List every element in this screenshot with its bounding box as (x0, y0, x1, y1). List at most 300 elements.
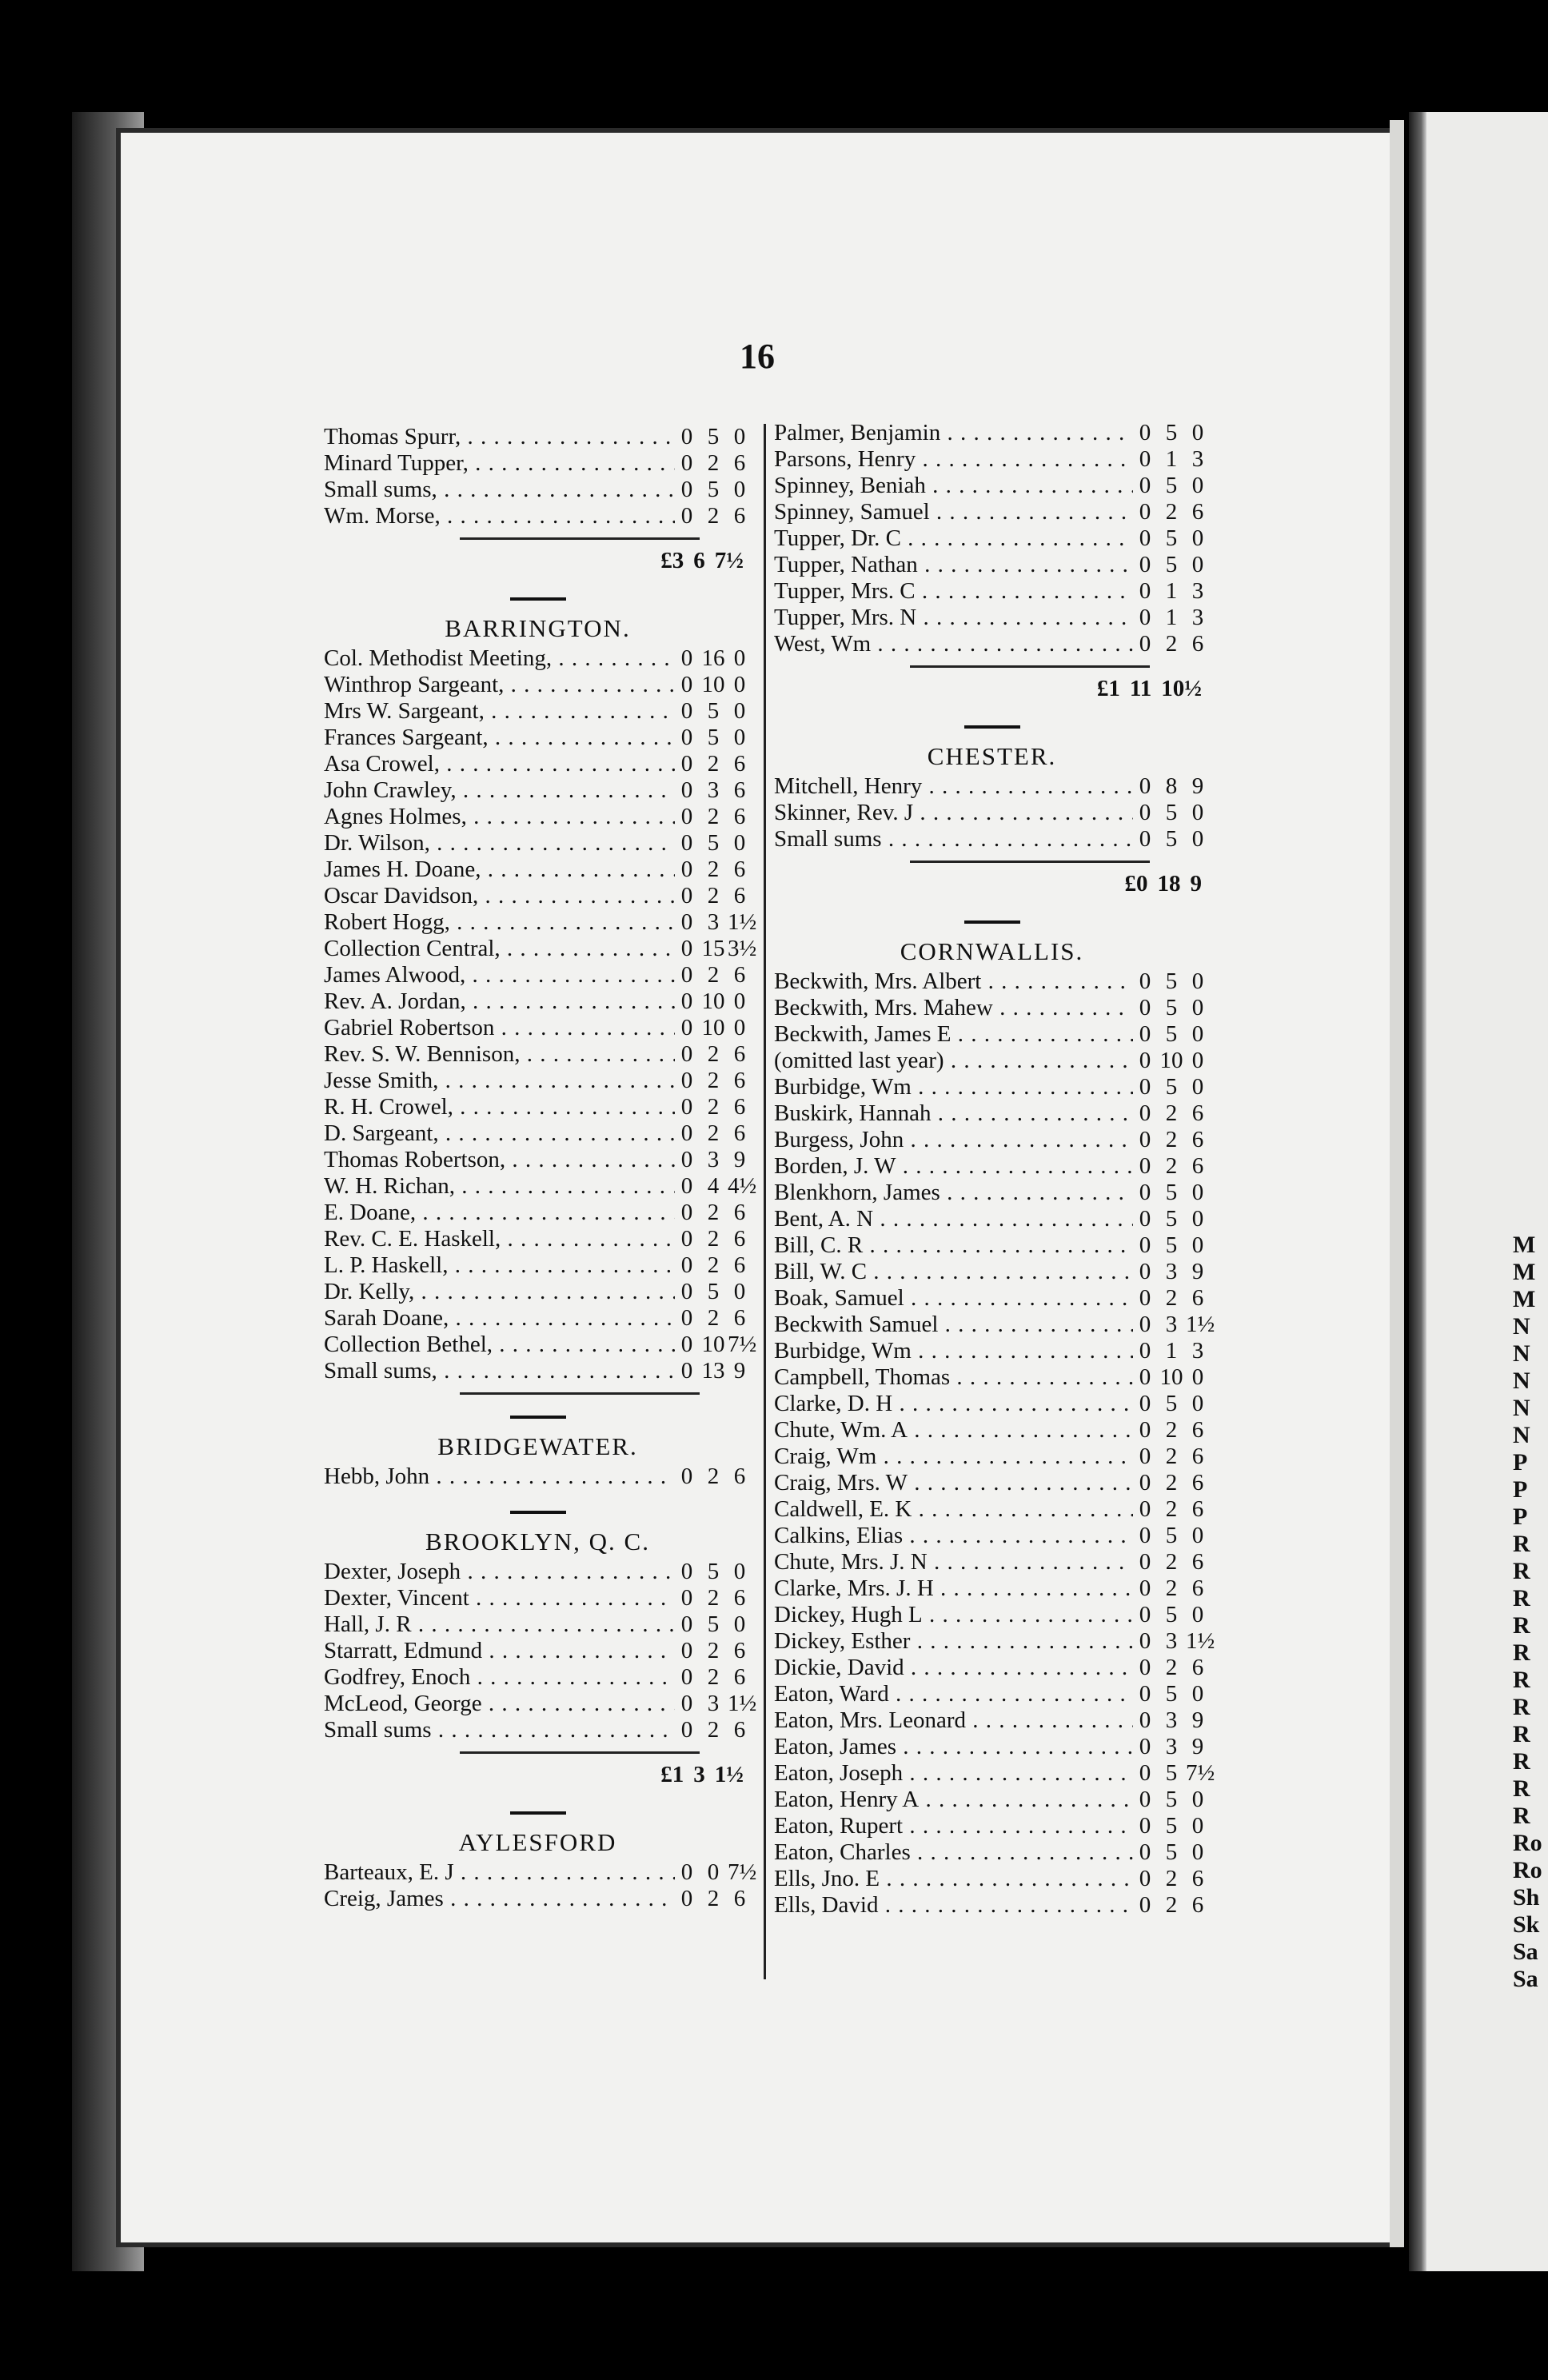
amount-shillings: 10 (701, 988, 725, 1014)
adjacent-page-letter: P (1513, 1503, 1528, 1530)
amount (675, 1173, 757, 1200)
contribution-row (324, 1041, 752, 1068)
amount-pounds: 0 (1139, 1602, 1151, 1627)
amount-shillings: 2 (707, 1664, 720, 1690)
amount-pence: 0 (733, 1559, 746, 1584)
amount-pence: 0 (733, 424, 746, 449)
amount-shillings: 5 (707, 477, 720, 502)
amount-pounds: 0 (680, 1638, 693, 1663)
contributor-name: (omitted last year) . . . (774, 1048, 1133, 1074)
adjacent-page-letter: R (1513, 1558, 1530, 1584)
contributor-name: Starratt, Edmund . . . (324, 1638, 675, 1664)
total-rule (460, 537, 700, 540)
section-dash (510, 1416, 566, 1419)
contribution-row (774, 1417, 1210, 1444)
contribution-row (774, 473, 1210, 499)
amount-pounds: 0 (1139, 499, 1151, 525)
amount-pounds: 0 (680, 1886, 693, 1911)
contribution-row (324, 1305, 752, 1332)
amount-pounds: 0 (1139, 1839, 1151, 1865)
contribution-row (324, 503, 752, 529)
amount (675, 1041, 752, 1068)
amount (675, 1015, 752, 1041)
amount-shillings: 2 (1165, 1470, 1178, 1495)
amount-pounds: 0 (680, 1664, 693, 1690)
amount-pounds: 0 (680, 424, 693, 449)
amount-pounds: 0 (1139, 1866, 1151, 1891)
contributor-name: Rev. S. W. Bennison, . . . (324, 1041, 675, 1068)
amount-pounds: 0 (1139, 552, 1151, 577)
contributor-name: Palmer, Benjamin . . . (774, 420, 1133, 446)
amount-pounds: 0 (1139, 1021, 1151, 1047)
section-heading: CORNWALLIS. (900, 937, 1084, 965)
contributor-name: Sarah Doane, . . . (324, 1305, 675, 1332)
contributor-name: Eaton, Henry A . . . (774, 1787, 1133, 1813)
contributor-name: Dr. Wilson, . . . (324, 830, 675, 857)
contributor-name: Beckwith, Mrs. Mahew . . . (774, 995, 1133, 1021)
contribution-row (324, 936, 757, 962)
total-rule (910, 861, 1150, 863)
amount (1133, 968, 1210, 995)
section-total (774, 673, 1210, 705)
contribution-row (774, 1523, 1210, 1549)
amount (675, 1332, 757, 1358)
amount-shillings: 5 (1165, 995, 1178, 1020)
amount-shillings: 2 (707, 1638, 720, 1663)
amount-pounds: 0 (1139, 1523, 1151, 1548)
amount-pence: 0 (1191, 525, 1204, 551)
amount-pounds: 0 (680, 1859, 693, 1885)
contributor-name: Minard Tupper, . . . (324, 450, 675, 477)
amount-shillings: 5 (1165, 1232, 1178, 1258)
amount (1133, 1285, 1210, 1312)
amount (675, 1559, 752, 1585)
contributor-name: Ells, David . . . (774, 1892, 1133, 1919)
amount-pence: 3½ (728, 936, 757, 961)
amount (1133, 1444, 1210, 1470)
amount-shillings: 0 (707, 1859, 720, 1885)
amount-pounds: 0 (680, 1717, 693, 1743)
amount (675, 1305, 752, 1332)
amount (675, 1200, 752, 1226)
amount-pence: 3 (1191, 1338, 1204, 1364)
adjacent-page-letter: R (1513, 1667, 1530, 1693)
amount-pounds: 0 (680, 1559, 693, 1584)
contributor-name: Small sums . . . (324, 1717, 675, 1743)
contribution-row (774, 1048, 1210, 1074)
amount-pence: 6 (733, 1717, 746, 1743)
amount (675, 1585, 752, 1611)
contribution-row (774, 1470, 1210, 1496)
amount (1133, 1232, 1210, 1259)
section-heading: BROOKLYN, Q. C. (425, 1527, 650, 1555)
contribution-row (324, 1717, 752, 1743)
amount (1133, 995, 1210, 1021)
amount-shillings: 2 (707, 503, 720, 529)
amount-pence: 7½ (728, 1332, 757, 1357)
contribution-row (774, 1206, 1210, 1232)
total-value: 6 (693, 547, 705, 573)
amount-shillings: 10 (701, 1332, 725, 1357)
amount-shillings: 10 (1159, 1048, 1183, 1073)
amount (675, 1464, 752, 1490)
contributor-name: Campbell, Thomas . . . (774, 1364, 1133, 1391)
amount (675, 1358, 752, 1384)
amount-pounds: 0 (680, 830, 693, 856)
contribution-row (774, 1074, 1210, 1100)
contributor-name: Eaton, Ward . . . (774, 1681, 1133, 1707)
amount (1133, 1312, 1215, 1338)
amount (1133, 800, 1210, 826)
amount (675, 988, 752, 1015)
amount-shillings: 5 (1165, 1813, 1178, 1839)
amount-pence: 3 (1191, 446, 1204, 472)
section-dash (510, 597, 566, 601)
amount-shillings: 5 (1165, 1206, 1178, 1232)
amount (675, 1611, 752, 1638)
contributor-name: Spinney, Samuel . . . (774, 499, 1133, 525)
adjacent-page-letter: M (1513, 1232, 1536, 1258)
contributor-name: Ells, Jno. E . . . (774, 1866, 1133, 1892)
amount-shillings: 3 (1165, 1628, 1178, 1654)
amount-pounds: 0 (680, 725, 693, 750)
adjacent-page (1409, 112, 1548, 2271)
amount-pence: 6 (1191, 1470, 1204, 1495)
amount-pounds: 0 (680, 477, 693, 502)
contributor-name: Small sums, . . . (324, 477, 675, 503)
amount-pounds: 0 (680, 1068, 693, 1093)
amount (1133, 1338, 1210, 1364)
amount-pence: 6 (1191, 499, 1204, 525)
amount-shillings: 3 (1165, 1734, 1178, 1759)
amount-pounds: 0 (680, 777, 693, 803)
amount-pounds: 0 (1139, 1100, 1151, 1126)
amount (675, 1252, 752, 1279)
contributor-name: Beckwith Samuel . . . (774, 1312, 1133, 1338)
contribution-row (324, 1611, 752, 1638)
amount-shillings: 5 (1165, 525, 1178, 551)
adjacent-page-letter: M (1513, 1286, 1536, 1312)
amount-pence: 0 (1191, 1364, 1204, 1390)
amount (675, 1664, 752, 1691)
adjacent-page-letter: N (1513, 1368, 1530, 1394)
amount-shillings: 8 (1165, 773, 1178, 799)
amount (675, 751, 752, 777)
amount-shillings: 5 (1165, 552, 1178, 577)
contribution-row (774, 1575, 1210, 1602)
amount-pence: 0 (1191, 1206, 1204, 1232)
contribution-row (774, 1338, 1210, 1364)
amount-pounds: 0 (1139, 1813, 1151, 1839)
amount-pounds: 0 (1139, 1734, 1151, 1759)
amount-pounds: 0 (680, 936, 693, 961)
amount (675, 1717, 752, 1743)
amount (1133, 1100, 1210, 1127)
amount-pence: 0 (1191, 1232, 1204, 1258)
amount-shillings: 5 (707, 1559, 720, 1584)
amount-pounds: 0 (1139, 968, 1151, 994)
section-heading: AYLESFORD (458, 1828, 617, 1856)
amount (675, 1094, 752, 1120)
contributor-name: Agnes Holmes, . . . (324, 804, 675, 830)
amount-pence: 6 (733, 1068, 746, 1093)
contributor-name: Collection Central, . . . (324, 936, 675, 962)
amount (1133, 1523, 1210, 1549)
amount-pence: 6 (1191, 1866, 1204, 1891)
amount (1133, 1787, 1210, 1813)
contributor-name: Tupper, Dr. C . . . (774, 525, 1133, 552)
amount-shillings: 2 (707, 1886, 720, 1911)
contribution-row (774, 446, 1210, 473)
amount-pounds: 0 (680, 751, 693, 777)
total-rule (910, 665, 1150, 668)
amount-shillings: 15 (701, 936, 725, 961)
section-dash (964, 725, 1020, 729)
section-heading: BARRINGTON. (445, 614, 631, 642)
amount-pence: 0 (1191, 1813, 1204, 1839)
amount (675, 1638, 752, 1664)
contributor-name: Tupper, Mrs. N . . . (774, 605, 1133, 631)
amount (1133, 1074, 1210, 1100)
amount-pence: 7½ (1186, 1760, 1215, 1786)
contribution-row (324, 1068, 752, 1094)
amount (1133, 1153, 1210, 1180)
amount-pounds: 0 (1139, 1259, 1151, 1284)
contribution-row (324, 1200, 752, 1226)
adjacent-page-letter: N (1513, 1422, 1530, 1448)
amount-pence: 6 (733, 1664, 746, 1690)
contribution-row (324, 777, 752, 804)
adjacent-page-letter: P (1513, 1449, 1528, 1476)
contribution-row (774, 578, 1210, 605)
amount (1133, 1417, 1210, 1444)
amount-pounds: 0 (680, 1305, 693, 1331)
amount-pence: 0 (1191, 968, 1204, 994)
contributor-name: L. P. Haskell, . . . (324, 1252, 675, 1279)
amount (675, 1147, 752, 1173)
adjacent-page-letter: Ro (1513, 1857, 1542, 1883)
contributor-name: Craig, Wm . . . (774, 1444, 1133, 1470)
amount-shillings: 2 (1165, 1549, 1178, 1575)
adjacent-page-letter: Ro (1513, 1830, 1542, 1856)
contribution-row (774, 1312, 1215, 1338)
contributor-name: Spinney, Beniah . . . (774, 473, 1133, 499)
contribution-row (774, 1391, 1210, 1417)
contribution-row (324, 672, 752, 698)
amount (1133, 605, 1210, 631)
amount-pounds: 0 (1139, 800, 1151, 825)
adjacent-page-letter: M (1513, 1259, 1536, 1285)
amount-pounds: 0 (1139, 1549, 1151, 1575)
amount-shillings: 2 (1165, 1866, 1178, 1891)
amount (675, 672, 752, 698)
amount-pence: 0 (733, 645, 746, 671)
amount (1133, 1813, 1210, 1839)
section-heading: CHESTER. (927, 742, 1057, 770)
amount-pence: 6 (1191, 1444, 1204, 1469)
amount-pounds: 0 (680, 1279, 693, 1304)
contributor-name: Clarke, D. H . . . (774, 1391, 1133, 1417)
amount-shillings: 2 (707, 1041, 720, 1067)
amount-shillings: 2 (1165, 1496, 1178, 1522)
amount-shillings: 2 (707, 1094, 720, 1120)
amount (1133, 1549, 1210, 1575)
amount-pounds: 0 (680, 1585, 693, 1611)
contributor-name: Asa Crowel, . . . (324, 751, 675, 777)
contributor-name: Dexter, Joseph . . . (324, 1559, 675, 1585)
contributor-name: West, Wm . . . (774, 631, 1133, 657)
amount (1133, 1364, 1210, 1391)
contribution-row (774, 1734, 1210, 1760)
amount-pence: 0 (733, 672, 746, 697)
section-dash (510, 1811, 566, 1815)
total-value: £1 (1096, 675, 1120, 701)
contribution-row (774, 1021, 1210, 1048)
amount-pounds: 0 (1139, 1127, 1151, 1152)
contributor-name: Burbidge, Wm . . . (774, 1074, 1133, 1100)
contribution-row (324, 1859, 757, 1886)
amount-pounds: 0 (680, 503, 693, 529)
total-value: 11 (1129, 675, 1152, 701)
contribution-row (324, 909, 757, 936)
amount-pounds: 0 (680, 1173, 693, 1199)
contribution-row (774, 1628, 1215, 1655)
amount (1133, 1259, 1210, 1285)
adjacent-page-text (1513, 1232, 1542, 1993)
amount-pounds: 0 (1139, 1312, 1151, 1337)
contributor-name: Eaton, Rupert . . . (774, 1813, 1133, 1839)
contribution-row (774, 552, 1210, 578)
amount-pounds: 0 (680, 988, 693, 1014)
amount-pence: 6 (733, 1226, 746, 1252)
contributor-name: Dexter, Vincent . . . (324, 1585, 675, 1611)
amount (1133, 446, 1210, 473)
amount-pounds: 0 (1139, 1391, 1151, 1416)
amount-shillings: 5 (1165, 968, 1178, 994)
amount-pence: 1½ (728, 1691, 757, 1716)
contributor-name: Caldwell, E. K . . . (774, 1496, 1133, 1523)
total-value: £3 (660, 547, 684, 573)
amount (675, 830, 752, 857)
page-number: 16 (740, 337, 775, 376)
adjacent-page-letter: R (1513, 1803, 1530, 1829)
contribution-row (774, 800, 1210, 826)
amount-shillings: 5 (1165, 473, 1178, 498)
amount-shillings: 5 (1165, 1180, 1178, 1205)
contributor-name: Chute, Wm. A . . . (774, 1417, 1133, 1444)
amount (675, 1279, 752, 1305)
contributor-name: Wm. Morse, . . . (324, 503, 675, 529)
adjacent-page-letter: N (1513, 1395, 1530, 1421)
contributor-name: Robert Hogg, . . . (324, 909, 675, 936)
amount (1133, 499, 1210, 525)
total-value: 18 (1157, 870, 1181, 896)
contribution-row (774, 1839, 1210, 1866)
amount-shillings: 4 (707, 1173, 720, 1199)
amount-pence: 9 (1191, 1707, 1204, 1733)
adjacent-page-letter: R (1513, 1531, 1530, 1557)
contributor-name: Mrs W. Sargeant, . . . (324, 698, 675, 725)
contributor-name: Dickey, Esther . . . (774, 1628, 1133, 1655)
amount (675, 777, 752, 804)
amount-pence: 6 (1191, 1153, 1204, 1179)
amount-pence: 0 (733, 698, 746, 724)
contributor-name: Small sums, . . . (324, 1358, 675, 1384)
amount (675, 1886, 752, 1912)
amount-pence: 0 (1191, 473, 1204, 498)
amount-pounds: 0 (680, 1120, 693, 1146)
adjacent-page-letter: R (1513, 1585, 1530, 1611)
amount-shillings: 5 (1165, 1523, 1178, 1548)
contribution-row (774, 826, 1210, 853)
amount-shillings: 10 (701, 1015, 725, 1040)
contribution-row (324, 1638, 752, 1664)
contribution-row (324, 751, 752, 777)
amount-pounds: 0 (680, 962, 693, 988)
contributor-name: D. Sargeant, . . . (324, 1120, 675, 1147)
amount-shillings: 13 (701, 1358, 725, 1384)
total-value: £1 (660, 1761, 684, 1787)
amount-shillings: 10 (1159, 1364, 1183, 1390)
contribution-row (324, 1173, 757, 1200)
amount-pence: 6 (733, 751, 746, 777)
amount-shillings: 2 (707, 1464, 720, 1489)
amount-pence: 7½ (728, 1859, 757, 1885)
amount-pounds: 0 (680, 1691, 693, 1716)
amount (1133, 1048, 1210, 1074)
amount-pence: 6 (1191, 1892, 1204, 1918)
amount (1133, 578, 1210, 605)
contribution-row (774, 1866, 1210, 1892)
contributor-name: Hall, J. R . . . (324, 1611, 675, 1638)
contribution-row (774, 1496, 1210, 1523)
amount-pounds: 0 (1139, 995, 1151, 1020)
amount-pounds: 0 (1139, 1180, 1151, 1205)
amount (675, 645, 752, 672)
contribution-row (774, 1232, 1210, 1259)
contributor-name: W. H. Richan, . . . (324, 1173, 675, 1200)
contributor-name: Hebb, John . . . (324, 1464, 675, 1490)
contributor-name: Godfrey, Enoch . . . (324, 1664, 675, 1691)
contribution-row (324, 1358, 752, 1384)
amount-pence: 0 (1191, 552, 1204, 577)
amount (675, 477, 752, 503)
amount (675, 698, 752, 725)
amount-shillings: 5 (707, 830, 720, 856)
amount-pence: 6 (733, 1041, 746, 1067)
amount-shillings: 5 (1165, 1681, 1178, 1707)
amount (675, 503, 752, 529)
amount (1133, 1628, 1215, 1655)
amount-shillings: 2 (707, 857, 720, 882)
contributor-name: Dickey, Hugh L . . . (774, 1602, 1133, 1628)
amount (675, 424, 752, 450)
amount-pence: 0 (1191, 1602, 1204, 1627)
amount-shillings: 5 (1165, 1074, 1178, 1100)
amount-pounds: 0 (1139, 1232, 1151, 1258)
amount-shillings: 1 (1165, 578, 1178, 604)
amount-pounds: 0 (1139, 1496, 1151, 1522)
amount-pence: 4½ (728, 1173, 757, 1199)
amount (1133, 473, 1210, 499)
amount-pence: 0 (733, 1279, 746, 1304)
contribution-row (324, 804, 752, 830)
amount-pounds: 0 (1139, 1681, 1151, 1707)
amount-shillings: 2 (707, 962, 720, 988)
amount (675, 450, 752, 477)
adjacent-page-edge (1409, 112, 1426, 2271)
amount-pounds: 0 (680, 1226, 693, 1252)
